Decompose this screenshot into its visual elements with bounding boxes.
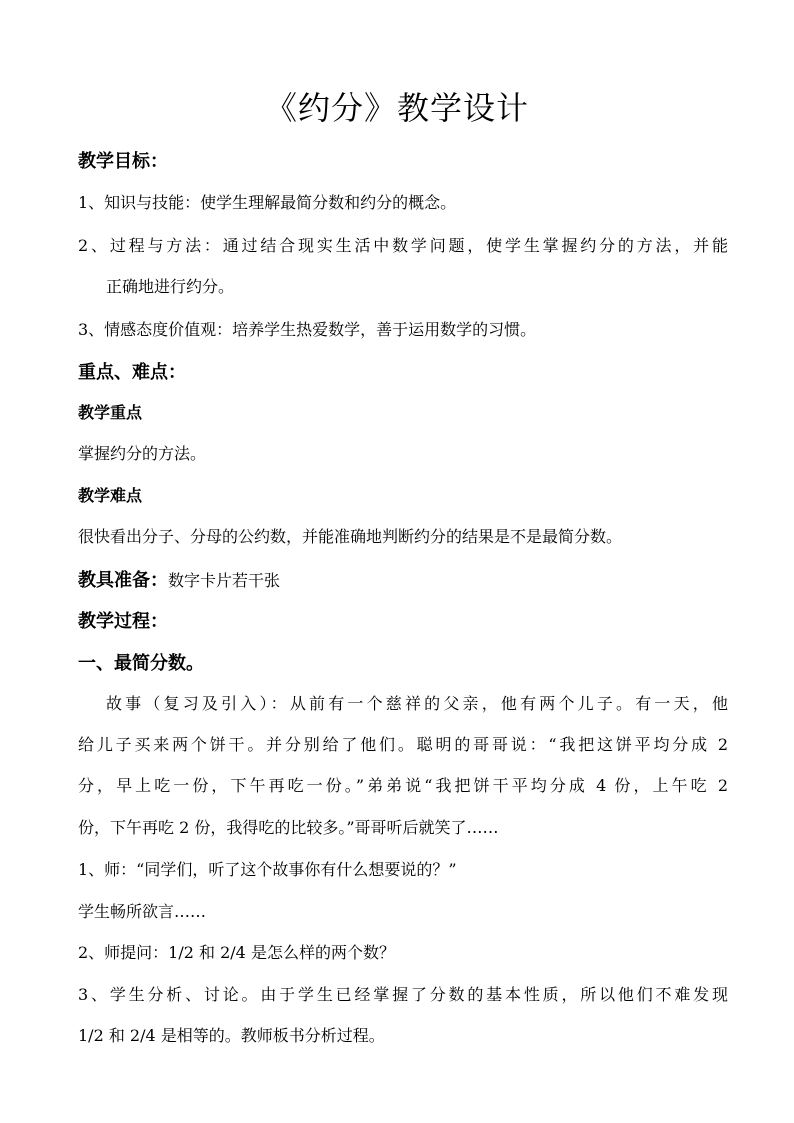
- objective-item-3: 3、情感态度价值观：培养学生热爱数学，善于运用数学的习惯。: [78, 320, 537, 339]
- story-line-4: 份，下午再吃 2 份，我得吃的比较多。”哥哥听后就笑了……: [78, 818, 499, 837]
- focus-label: 教学重点: [78, 403, 143, 422]
- difficulty-label: 教学难点: [78, 486, 143, 505]
- objective-item-2-line-2: 正确地进行约分。: [106, 277, 235, 296]
- story-line-3: 分，早上吃一份，下午再吃一份。”弟弟说“我把饼干平均分成 4 份，上午吃 2: [78, 776, 728, 795]
- materials-label: 教具准备：: [78, 570, 168, 591]
- section-1-heading: 一、最简分数。: [78, 653, 204, 674]
- step-2: 2、师提问：1/2 和 2/4 是怎么样的两个数？: [78, 943, 395, 962]
- focus-text: 掌握约分的方法。: [78, 444, 207, 463]
- difficulty-text: 很快看出分子、分母的公约数，并能准确地判断约分的结果是不是最简分数。: [78, 527, 623, 546]
- step-3-line-1: 3、学生分析、讨论。由于学生已经掌握了分数的基本性质，所以他们不难发现: [78, 985, 728, 1004]
- materials-line: [78, 566, 728, 592]
- objective-item-1: 1、知识与技能：使学生理解最简分数和约分的概念。: [78, 193, 457, 212]
- story-line-1: 故事（复习及引入）：从前有一个慈祥的父亲，他有两个儿子。有一天，他: [106, 694, 728, 713]
- document-title: 《约分》教学设计: [264, 89, 529, 127]
- materials-text: 数字卡片若干张: [168, 571, 281, 590]
- key-points-heading: 重点、难点：: [78, 362, 186, 383]
- step-1-response: 学生畅所欲言……: [78, 902, 207, 921]
- objectives-heading: 教学目标：: [78, 151, 168, 172]
- story-line-2: 给儿子买来两个饼干。并分别给了他们。聪明的哥哥说：“我把这饼平均分成 2: [78, 735, 728, 754]
- step-3-line-2: 1/2 和 2/4 是相等的。教师板书分析过程。: [78, 1026, 385, 1045]
- objective-item-2-line-1: 2、过程与方法：通过结合现实生活中数学问题，使学生掌握约分的方法，并能: [78, 236, 728, 255]
- step-1: 1、师：“同学们，听了这个故事你有什么想要说的？”: [78, 860, 457, 879]
- process-heading: 教学过程：: [78, 611, 168, 632]
